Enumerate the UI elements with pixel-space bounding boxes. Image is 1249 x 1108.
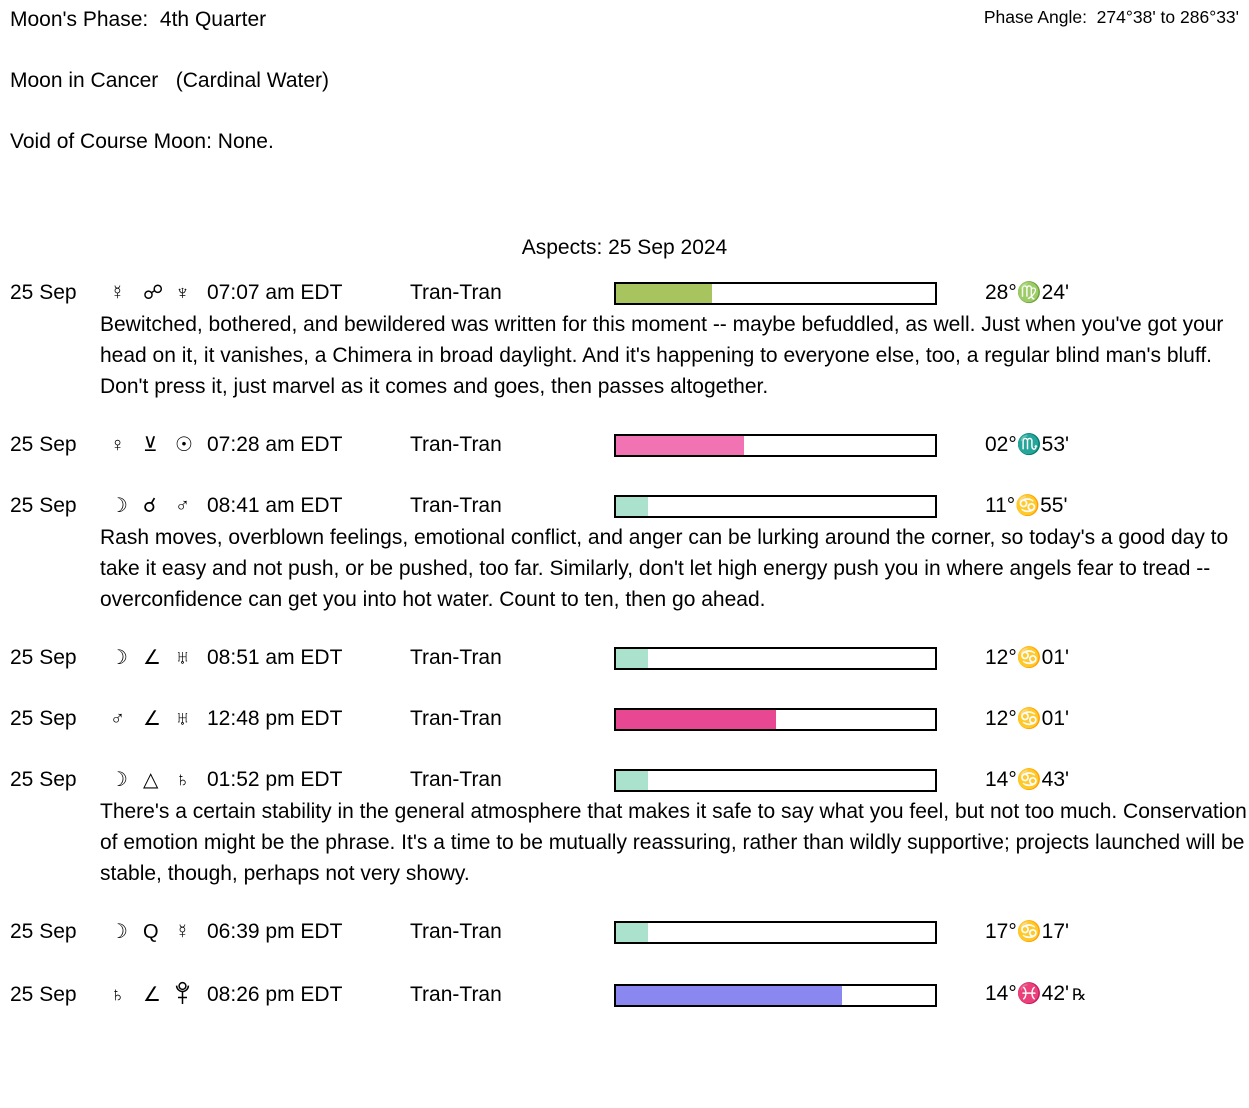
- aspect-row: [10, 281, 1249, 305]
- orb-progress-bar: [614, 434, 937, 457]
- aspect-time: 07:07 am EDT: [207, 281, 343, 304]
- moons-phase-line: Moon's Phase: 4th Quarter: [10, 8, 267, 31]
- orb-progress-bar: [614, 495, 937, 518]
- position-minutes: 42': [1041, 982, 1070, 1005]
- aspect-row: [10, 433, 1249, 457]
- aspect-position: [937, 982, 1249, 1008]
- mercury-icon: ☿: [110, 282, 125, 304]
- semisquare-icon: ∠: [143, 708, 161, 730]
- position-degrees: 12°: [985, 707, 1017, 730]
- pisces-icon: ♓: [1016, 983, 1042, 1005]
- aspect-position: [937, 494, 1249, 518]
- position-degrees: 11°: [985, 494, 1016, 517]
- aspect-interpretation: Bewitched, bothered, and bewildered was written for this moment -- maybe befuddled, as well. Just when you've got your head on it, it vanishes, a Chimera in broad daylight. And it's happening to everyone else, too, a regular blind man's bluff. Don't press it, just marvel as it comes and goes, then passes altogether.: [100, 313, 1224, 398]
- sun-icon: ☉: [175, 434, 193, 456]
- orb-progress-fill: [616, 771, 648, 790]
- aspect-block: [10, 920, 1249, 944]
- aspect-date: 25 Sep: [10, 281, 77, 304]
- moon-icon: ☽: [110, 769, 128, 791]
- aspect-position: [937, 768, 1249, 792]
- aspect-block: [10, 646, 1249, 670]
- aspect-position: [937, 920, 1249, 944]
- aspect-type: Tran-Tran: [410, 983, 502, 1006]
- aspect-row: [10, 981, 1249, 1005]
- cancer-icon: ♋: [1016, 647, 1042, 669]
- aspect-type: Tran-Tran: [410, 768, 502, 791]
- aspect-date: 25 Sep: [10, 920, 77, 943]
- orb-progress-bar: [614, 282, 937, 305]
- aspect-date: 25 Sep: [10, 768, 77, 791]
- aspect-row: [10, 920, 1249, 944]
- position-minutes: 24': [1041, 281, 1070, 304]
- venus-icon: ♀: [110, 434, 125, 456]
- scorpio-icon: ♏: [1016, 434, 1042, 456]
- aspects-title: Aspects: 25 Sep 2024: [521, 236, 728, 259]
- position-minutes: 17': [1041, 920, 1070, 943]
- aspect-block: [10, 433, 1249, 457]
- orb-progress-fill: [616, 284, 712, 303]
- position-minutes: 01': [1041, 646, 1070, 669]
- mars-icon: ♂: [110, 708, 125, 730]
- position-degrees: 17°: [985, 920, 1017, 943]
- void-of-course-line: Void of Course Moon: None.: [10, 130, 274, 153]
- aspect-interpretation: Rash moves, overblown feelings, emotional conflict, and anger can be lurking around the corner, so today's a good day to take it easy and not push, or be pushed, too far. Similarly, don't let high energy push you in where angels fear to tread -- overconfidence can get you into hot water. Count to ten, then go ahead.: [100, 526, 1229, 611]
- mars-icon: ♂: [175, 495, 190, 517]
- aspect-type: Tran-Tran: [410, 707, 502, 730]
- pluto-icon: [175, 981, 207, 1009]
- uranus-icon: ♅: [175, 647, 190, 669]
- aspect-time: 07:28 am EDT: [207, 433, 343, 456]
- report-header: [10, 8, 1249, 154]
- aspect-position: [937, 433, 1249, 457]
- aspect-block: [10, 768, 1249, 889]
- mercury-icon: ☿: [175, 921, 190, 943]
- aspect-position: [937, 707, 1249, 731]
- aspect-block: [10, 494, 1249, 615]
- semisextile-icon: ⊻: [143, 434, 158, 456]
- aspect-row: [10, 768, 1249, 792]
- position-degrees: 28°: [985, 281, 1017, 304]
- orb-progress-fill: [616, 649, 648, 668]
- aspect-time: 08:41 am EDT: [207, 494, 343, 517]
- orb-progress-fill: [616, 923, 648, 942]
- cancer-icon: ♋: [1016, 921, 1042, 943]
- aspect-block: [10, 981, 1249, 1005]
- aspect-type: Tran-Tran: [410, 646, 502, 669]
- aspect-block: [10, 707, 1249, 731]
- quintile-icon: Q: [143, 921, 159, 943]
- aspect-time: 08:51 am EDT: [207, 646, 343, 669]
- aspect-date: 25 Sep: [10, 494, 77, 517]
- trine-icon: △: [143, 769, 159, 791]
- moon-sign-line: Moon in Cancer (Cardinal Water): [10, 69, 329, 92]
- aspect-row: [10, 707, 1249, 731]
- aspect-time: 12:48 pm EDT: [207, 707, 343, 730]
- position-minutes: 53': [1041, 433, 1070, 456]
- conjunction-icon: ☌: [143, 495, 157, 517]
- aspects-list: [10, 281, 1249, 1005]
- aspect-type: Tran-Tran: [410, 281, 502, 304]
- retrograde-icon: ℞: [1072, 987, 1087, 1004]
- moon-icon: ☽: [110, 495, 128, 517]
- position-degrees: 12°: [985, 646, 1017, 669]
- position-minutes: 01': [1041, 707, 1070, 730]
- aspect-time: 06:39 pm EDT: [207, 920, 343, 943]
- position-degrees: 14°: [985, 982, 1017, 1005]
- aspect-date: 25 Sep: [10, 646, 77, 669]
- virgo-icon: ♍: [1016, 282, 1042, 304]
- position-minutes: 43': [1041, 768, 1070, 791]
- cancer-icon: ♋: [1015, 495, 1041, 517]
- orb-progress-fill: [616, 710, 776, 729]
- saturn-icon: ♄: [110, 984, 125, 1006]
- aspect-time: 01:52 pm EDT: [207, 768, 343, 791]
- aspect-date: 25 Sep: [10, 983, 77, 1006]
- aspect-date: 25 Sep: [10, 707, 77, 730]
- position-degrees: 02°: [985, 433, 1017, 456]
- aspect-time: 08:26 pm EDT: [207, 983, 343, 1006]
- opposition-icon: ☍: [143, 282, 164, 304]
- saturn-icon: ♄: [175, 769, 190, 791]
- aspect-position: [937, 646, 1249, 670]
- position-degrees: 14°: [985, 768, 1017, 791]
- aspect-row: [10, 646, 1249, 670]
- uranus-icon: ♅: [175, 708, 190, 730]
- aspect-date: 25 Sep: [10, 433, 77, 456]
- position-minutes: 55': [1040, 494, 1068, 517]
- cancer-icon: ♋: [1016, 769, 1042, 791]
- aspect-block: [10, 281, 1249, 402]
- aspect-type: Tran-Tran: [410, 494, 502, 517]
- orb-progress-fill: [616, 497, 648, 516]
- aspect-type: Tran-Tran: [410, 433, 502, 456]
- orb-progress-fill: [616, 436, 744, 455]
- semisquare-icon: ∠: [143, 647, 161, 669]
- orb-progress-bar: [614, 984, 937, 1007]
- aspect-row: [10, 494, 1249, 518]
- cancer-icon: ♋: [1016, 708, 1042, 730]
- moon-icon: ☽: [110, 647, 128, 669]
- orb-progress-bar: [614, 708, 937, 731]
- orb-progress-bar: [614, 769, 937, 792]
- aspect-type: Tran-Tran: [410, 920, 502, 943]
- neptune-icon: ♆: [175, 282, 190, 304]
- moon-icon: ☽: [110, 921, 128, 943]
- orb-progress-bar: [614, 921, 937, 944]
- aspect-position: [937, 281, 1249, 305]
- orb-progress-fill: [616, 986, 842, 1005]
- phase-angle-label: Phase Angle: 274°38' to 286°33': [983, 7, 1239, 27]
- aspect-interpretation: There's a certain stability in the general atmosphere that makes it safe to say what you feel, but not too much. Conservation of emotion might be the phrase. It's a time to be mutually reassuring, rather than wildly supportive; projects launched will be stable, though, perhaps not very showy.: [100, 800, 1247, 885]
- semisquare-icon: ∠: [143, 984, 161, 1006]
- orb-progress-bar: [614, 647, 937, 670]
